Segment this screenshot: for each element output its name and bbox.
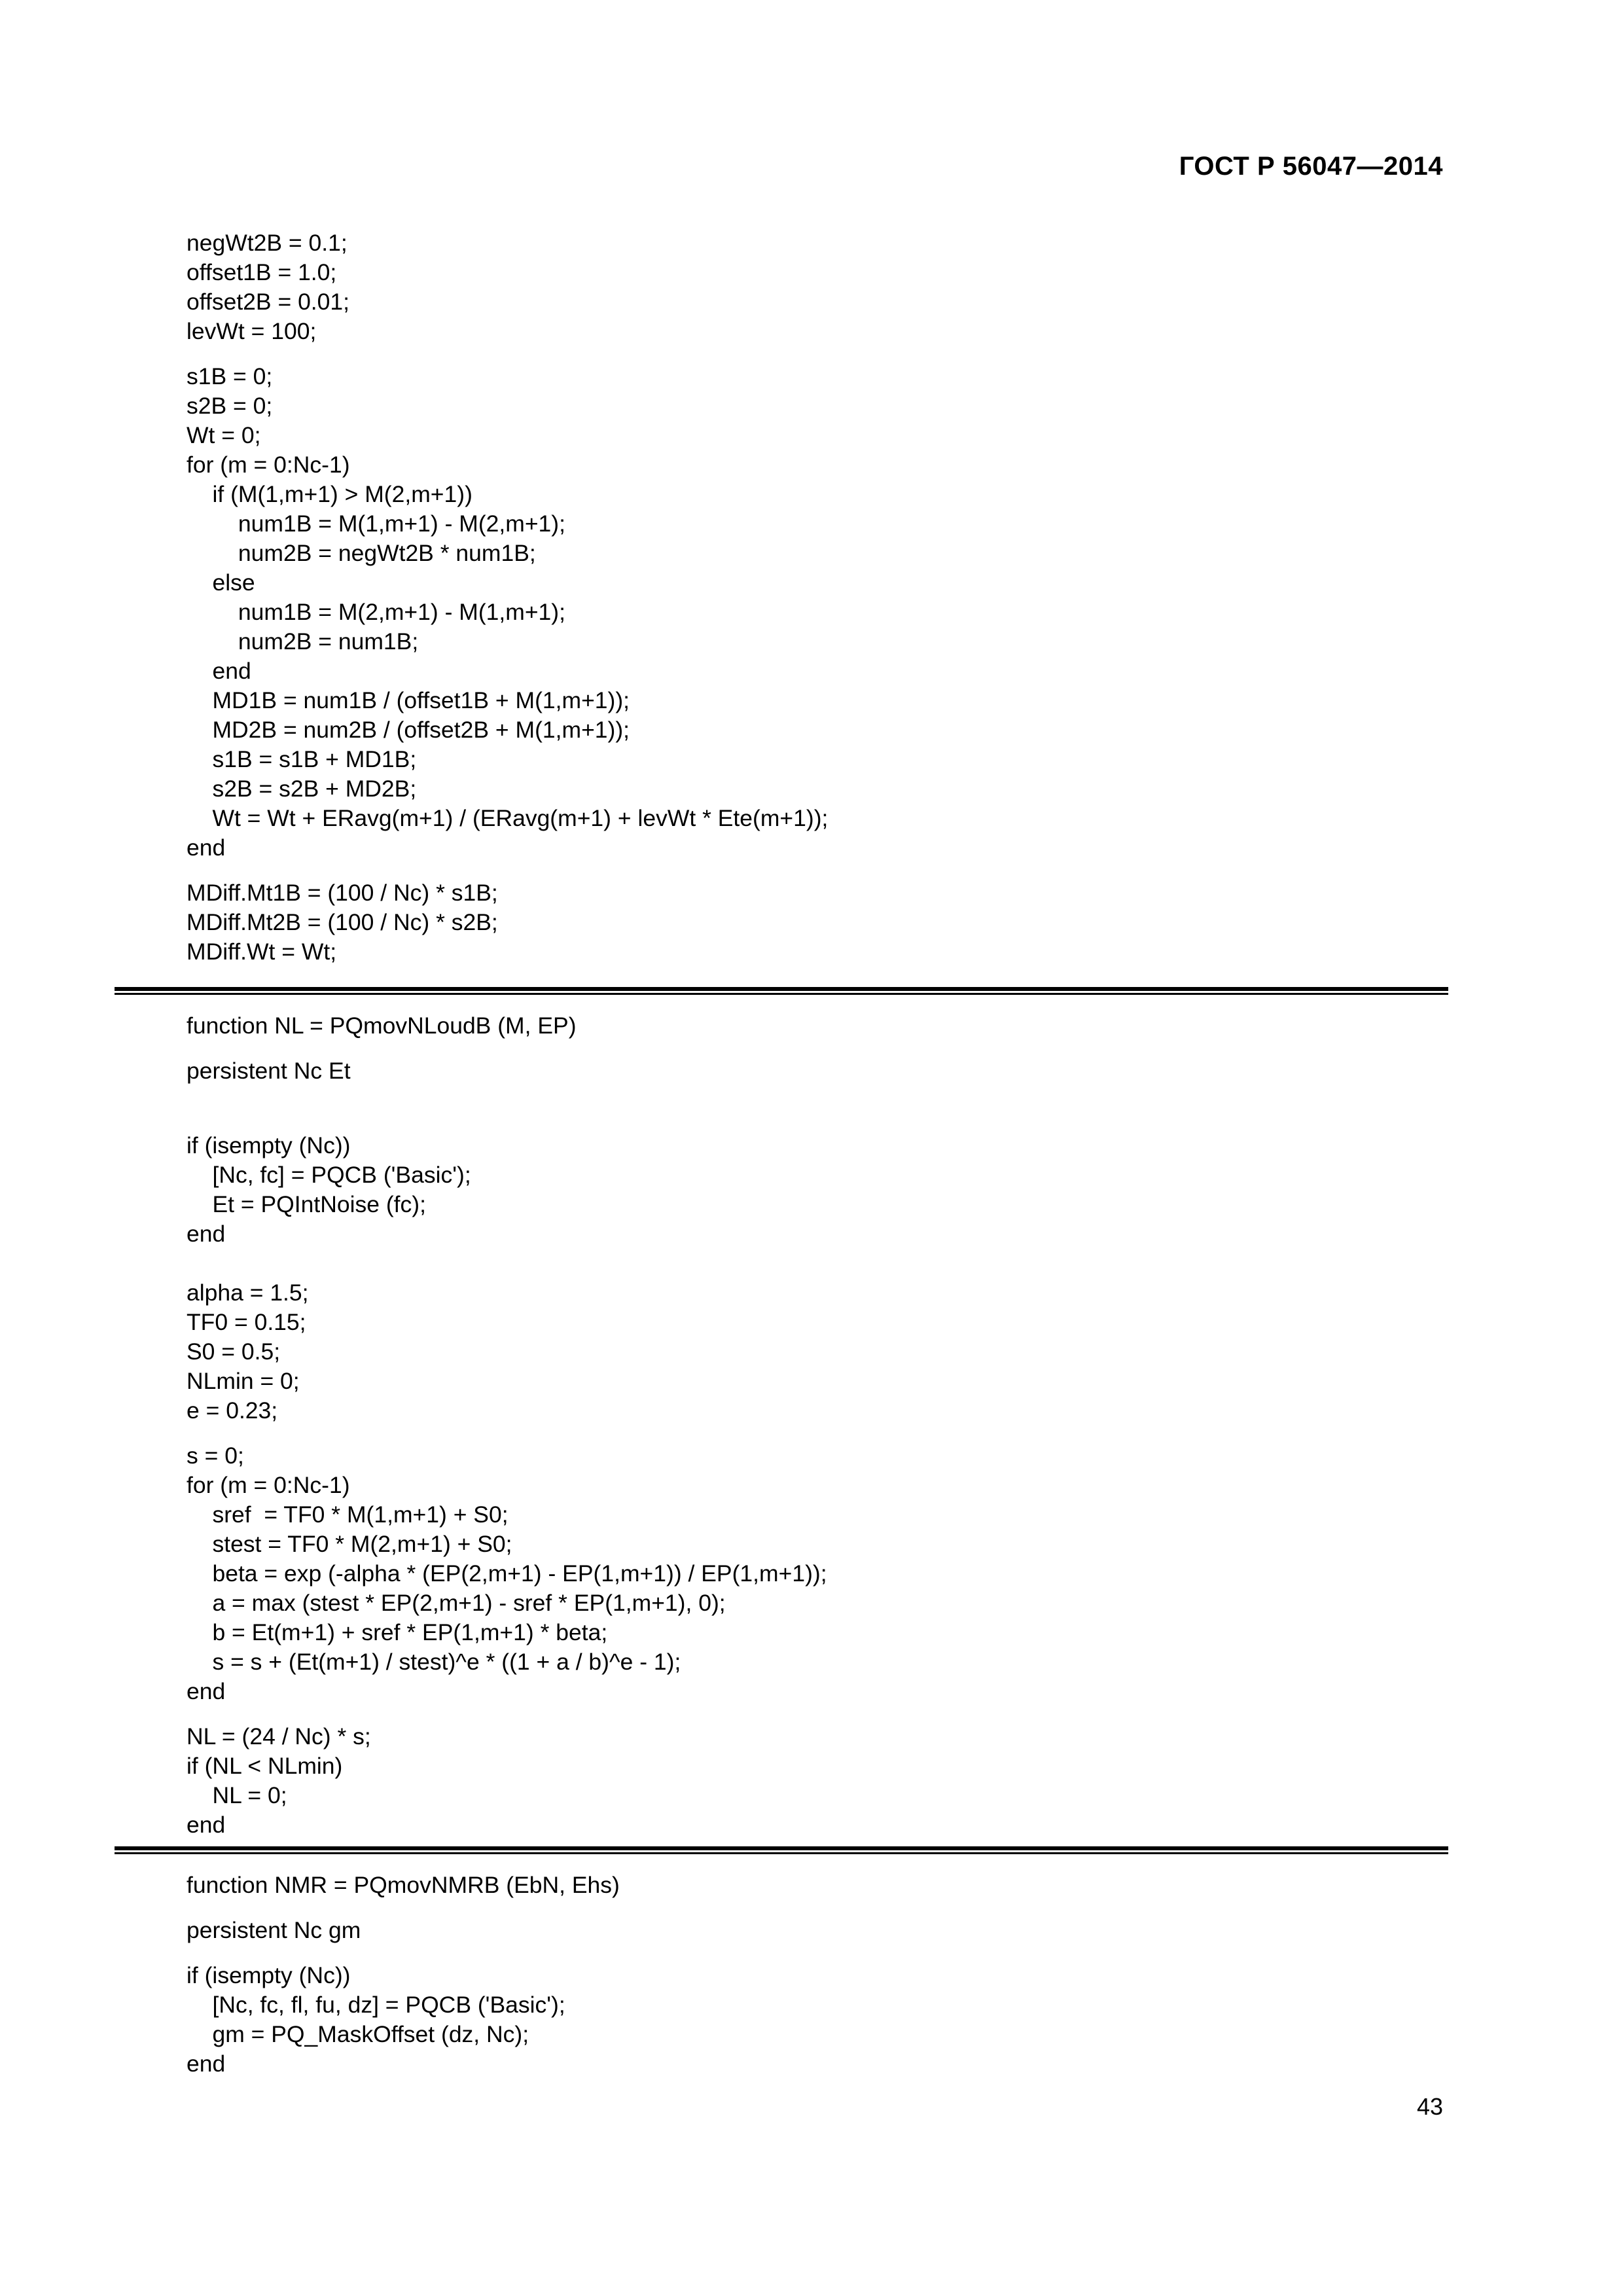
code-line: gm = PQ_MaskOffset (dz, Nc); xyxy=(187,2021,529,2047)
code-line: alpha = 1.5; xyxy=(187,1280,309,1306)
code-line: persistent Nc Et xyxy=(187,1058,351,1084)
code-line: a = max (stest * EP(2,m+1) - sref * EP(1,m+1), 0); xyxy=(187,1590,726,1616)
code-line: [Nc, fc] = PQCB ('Basic'); xyxy=(187,1162,471,1188)
code-line xyxy=(187,1086,1430,1115)
code-line: end xyxy=(187,834,226,861)
code-line: beta = exp (-alpha * (EP(2,m+1) - EP(1,m+1)) / EP(1,m+1)); xyxy=(187,1560,827,1587)
code-line: e = 0.23; xyxy=(187,1397,278,1424)
code-line: stest = TF0 * M(2,m+1) + S0; xyxy=(187,1531,512,1557)
code-line: offset2B = 0.01; xyxy=(187,289,350,315)
divider-thin-line xyxy=(115,1852,1448,1854)
code-block-nloud xyxy=(187,1011,1430,1840)
code-line: levWt = 100; xyxy=(187,318,317,344)
code-line: TF0 = 0.15; xyxy=(187,1309,306,1335)
code-line: sref = TF0 * M(1,m+1) + S0; xyxy=(187,1501,508,1528)
code-line: Wt = 0; xyxy=(187,422,261,448)
code-line: MDiff.Mt1B = (100 / Nc) * s1B; xyxy=(187,880,498,906)
code-line: for (m = 0:Nc-1) xyxy=(187,1472,350,1498)
code-line: MD2B = num2B / (offset2B + M(1,m+1)); xyxy=(187,717,630,743)
code-line: NL = 0; xyxy=(187,1782,287,1808)
code-line: MD1B = num1B / (offset1B + M(1,m+1)); xyxy=(187,687,630,713)
code-line: if (NL < NLmin) xyxy=(187,1753,343,1779)
code-line: negWt2B = 0.1; xyxy=(187,230,348,256)
code-line: end xyxy=(187,1678,226,1704)
code-line: NL = (24 / Nc) * s; xyxy=(187,1723,371,1749)
code-line: end xyxy=(187,2051,226,2077)
code-line: function NL = PQmovNLoudB (M, EP) xyxy=(187,1013,577,1039)
code-line: num1B = M(2,m+1) - M(1,m+1); xyxy=(187,599,565,625)
code-line: b = Et(m+1) + sref * EP(1,m+1) * beta; xyxy=(187,1619,608,1645)
code-line: if (isempty (Nc)) xyxy=(187,1962,351,1988)
code-line: Et = PQIntNoise (fc); xyxy=(187,1191,426,1217)
code-line: num2B = num1B; xyxy=(187,628,419,655)
code-line: num1B = M(1,m+1) - M(2,m+1); xyxy=(187,511,565,537)
page-number: 43 xyxy=(1416,2093,1443,2120)
code-line: s = 0; xyxy=(187,1443,244,1469)
code-block-mdiff xyxy=(187,228,1430,967)
code-line: S0 = 0.5; xyxy=(187,1338,281,1365)
code-line: num2B = negWt2B * num1B; xyxy=(187,540,536,566)
code-line: if (M(1,m+1) > M(2,m+1)) xyxy=(187,481,473,507)
code-line: offset1B = 1.0; xyxy=(187,259,337,285)
section-divider xyxy=(115,1846,1448,1856)
divider-thick-line xyxy=(115,1846,1448,1850)
code-line: function NMR = PQmovNMRB (EbN, Ehs) xyxy=(187,1872,620,1898)
code-line: Wt = Wt + ERavg(m+1) / (ERavg(m+1) + levWt * Ete(m+1)); xyxy=(187,805,829,831)
divider-thin-line xyxy=(115,993,1448,995)
code-line: s2B = 0; xyxy=(187,393,273,419)
divider-thick-line xyxy=(115,987,1448,991)
code-line: s2B = s2B + MD2B; xyxy=(187,776,417,802)
code-line: s1B = s1B + MD1B; xyxy=(187,746,417,772)
code-line: s1B = 0; xyxy=(187,363,273,389)
code-line: end xyxy=(187,658,251,684)
code-line: end xyxy=(187,1812,226,1838)
code-line: [Nc, fc, fl, fu, dz] = PQCB ('Basic'); xyxy=(187,1992,565,2018)
code-line: MDiff.Wt = Wt; xyxy=(187,939,337,965)
code-line: else xyxy=(187,569,255,596)
code-line xyxy=(187,1249,1430,1278)
code-line: s = s + (Et(m+1) / stest)^e * ((1 + a / b)^e - 1); xyxy=(187,1649,681,1675)
code-line: NLmin = 0; xyxy=(187,1368,300,1394)
code-line: for (m = 0:Nc-1) xyxy=(187,452,350,478)
section-divider xyxy=(115,987,1448,996)
code-line: MDiff.Mt2B = (100 / Nc) * s2B; xyxy=(187,909,498,935)
standard-number-header: ГОСТ Р 56047—2014 xyxy=(1179,152,1443,181)
code-block-nmr xyxy=(187,1871,1430,2079)
code-line: if (isempty (Nc)) xyxy=(187,1132,351,1158)
code-line: persistent Nc gm xyxy=(187,1917,361,1943)
code-line: end xyxy=(187,1221,226,1247)
